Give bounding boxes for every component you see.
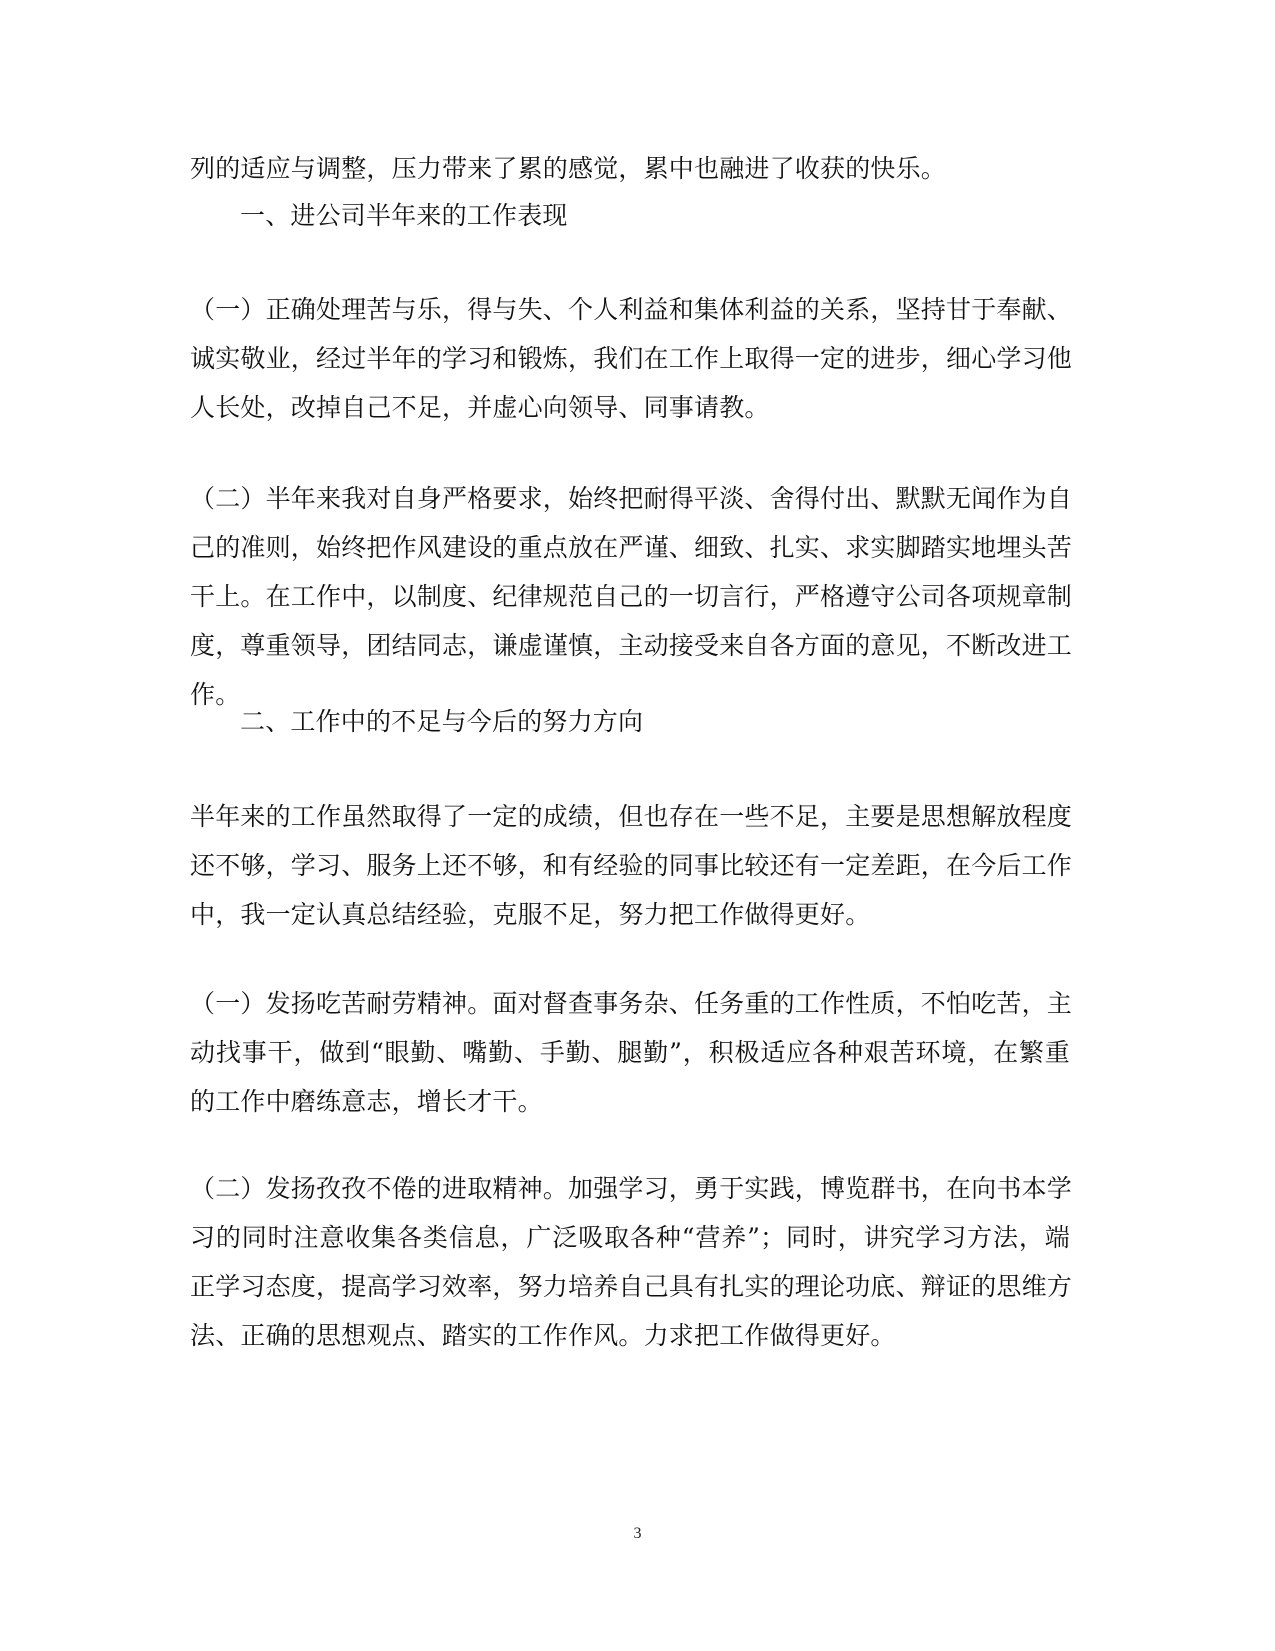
- paragraph-line: 正学习态度，提高学习效率，努力培养自己具有扎实的理论功底、辩证的思维方: [190, 1272, 1073, 1301]
- paragraph-line: 作。: [190, 680, 241, 709]
- paragraph-line: 人长处，改掉自己不足，并虚心向领导、同事请教。: [190, 393, 770, 422]
- paragraph-line: 己的准则，始终把作风建设的重点放在严谨、细致、扎实、求实脚踏实地埋头苦: [190, 533, 1073, 562]
- page-number: 3: [633, 1525, 642, 1542]
- paragraph-line: 的工作中磨练意志，增长才干。: [190, 1087, 543, 1116]
- paragraph-line: 列的适应与调整，压力带来了累的感觉，累中也融进了收获的快乐。: [190, 154, 947, 183]
- section-heading-text: 二、工作中的不足与今后的努力方向: [240, 707, 644, 736]
- paragraph-line: 法、正确的思想观点、踏实的工作作风。力求把工作做得更好。: [190, 1321, 896, 1350]
- section2-intro-paragraph: [190, 792, 1073, 939]
- section-heading-text: 一、进公司半年来的工作表现: [240, 201, 568, 230]
- paragraph-line: 干上。在工作中，以制度、纪律规范自己的一切言行，严格遵守公司各项规章制: [190, 582, 1073, 611]
- paragraph-line: （一）正确处理苦与乐，得与失、个人利益和集体利益的关系，坚持甘于奉献、: [190, 295, 1073, 324]
- section2-paragraph-2: [190, 1164, 1073, 1360]
- paragraph-line: 还不够，学习、服务上还不够，和有经验的同事比较还有一定差距，在今后工作: [190, 851, 1073, 880]
- section1-paragraph-1: [190, 285, 1073, 432]
- section1-paragraph-2: [190, 474, 1073, 719]
- paragraph-line: 中，我一定认真总结经验，克服不足，努力把工作做得更好。: [190, 900, 871, 929]
- paragraph-line: 诚实敬业，经过半年的学习和锻炼，我们在工作上取得一定的进步，细心学习他: [190, 344, 1073, 373]
- paragraph-line: 动找事干，做到“眼勤、嘴勤、手勤、腿勤”，积极适应各种艰苦环境，在繁重: [190, 1038, 1070, 1067]
- paragraph-line: （二）发扬孜孜不倦的进取精神。加强学习，勇于实践，博览群书，在向书本学: [190, 1174, 1073, 1203]
- paragraph-line: 度，尊重领导，团结同志，谦虚谨慎，主动接受来自各方面的意见，不断改进工: [190, 631, 1073, 660]
- section2-heading: [190, 697, 1070, 746]
- paragraph-line: （一）发扬吃苦耐劳精神。面对督查事务杂、任务重的工作性质，不怕吃苦，主: [190, 989, 1073, 1018]
- section1-heading: [190, 191, 1070, 240]
- intro-paragraph-tail: [190, 144, 1070, 193]
- section2-paragraph-1: [190, 979, 1073, 1126]
- paragraph-line: 习的同时注意收集各类信息，广泛吸取各种“营养”；同时，讲究学习方法，端: [190, 1223, 1070, 1252]
- paragraph-line: 半年来的工作虽然取得了一定的成绩，但也存在一些不足，主要是思想解放程度: [190, 802, 1073, 831]
- paragraph-line: （二）半年来我对自身严格要求，始终把耐得平淡、舍得付出、默默无闻作为自: [190, 484, 1073, 513]
